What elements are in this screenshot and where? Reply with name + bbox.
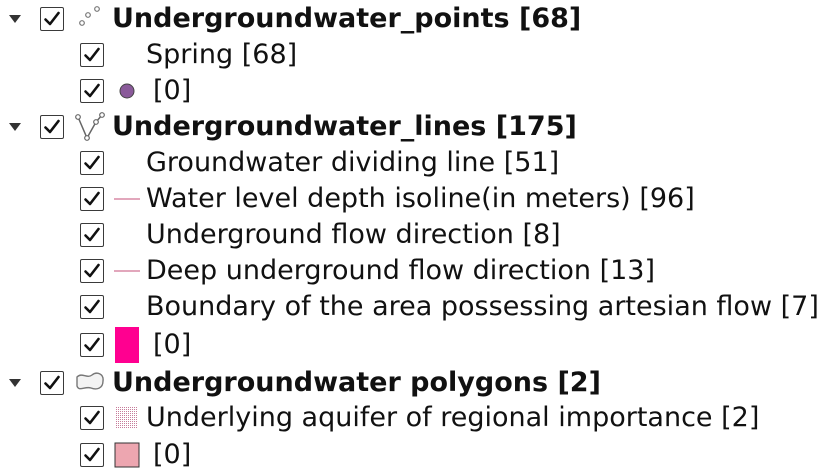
feature-count: [8] [522,219,561,250]
point-layer-icon [74,3,106,35]
legend-item-checkbox[interactable] [80,43,104,67]
legend-item-row[interactable] [0,289,828,325]
pink-fill-symbol [114,437,140,473]
legend-item-label [153,437,191,473]
legend-item-text: Underground flow direction [146,219,514,250]
layer-group-name [112,1,581,37]
empty-symbol [114,289,140,325]
legend-item-text: Deep underground flow direction [146,255,591,286]
checkmark-icon [83,46,101,64]
empty-symbol [114,145,140,181]
legend-item-label [146,37,297,73]
legend-item-checkbox[interactable] [80,295,104,319]
legend-item-row[interactable] [0,73,828,109]
legend-item-text: Groundwater dividing line [146,147,496,178]
feature-count: [13] [599,255,655,286]
layer-group-name [112,365,601,401]
collapse-arrow-icon[interactable] [9,15,21,23]
pink-line-symbol [114,181,140,217]
legend-item-row[interactable] [0,181,828,217]
legend-item-row[interactable] [0,327,828,363]
group-visibility-checkbox[interactable] [40,371,64,395]
magenta-square-symbol [114,327,140,363]
collapse-arrow-icon[interactable] [9,123,21,131]
collapse-arrow-icon[interactable] [9,379,21,387]
legend-item-row[interactable] [0,400,828,436]
checkmark-icon [83,154,101,172]
group-visibility-checkbox[interactable] [40,7,64,31]
dotted-pink-fill-symbol [114,400,140,436]
checkmark-icon [83,446,101,464]
feature-count: [51] [503,147,560,178]
checkmark-icon [43,10,61,28]
checkmark-icon [83,226,101,244]
layer-name-text: Undergroundwater_points [112,3,510,34]
checkmark-icon [83,298,101,316]
checkmark-icon [43,374,61,392]
purple-dot-symbol [114,73,140,109]
legend-item-label [146,289,819,325]
feature-count: [175] [495,111,577,142]
feature-count: [0] [153,329,192,360]
legend-item-label [146,253,655,289]
legend-item-row[interactable] [0,217,828,253]
layer-group-row[interactable] [0,365,828,401]
checkmark-icon [83,409,101,427]
legend-item-label [153,73,191,109]
feature-count: [68] [519,3,582,34]
legend-item-label [146,400,759,436]
line-layer-icon [74,111,106,143]
legend-item-row[interactable] [0,437,828,473]
checkmark-icon [83,336,101,354]
layer-group-row[interactable] [0,1,828,37]
checkmark-icon [43,118,61,136]
legend-item-checkbox[interactable] [80,443,104,467]
feature-count: [0] [153,439,192,470]
legend-item-text: Water level depth isoline(in meters) [146,183,631,214]
feature-count: [7] [780,291,819,322]
legend-item-text: Boundary of the area possessing artesian flow [146,291,773,322]
checkmark-icon [83,82,101,100]
checkmark-icon [83,190,101,208]
legend-item-label [146,181,695,217]
layer-group-row[interactable] [0,109,828,145]
feature-count: [2] [557,367,601,398]
layer-name-text: Undergroundwater_lines [112,111,487,142]
group-visibility-checkbox[interactable] [40,115,64,139]
legend-item-checkbox[interactable] [80,187,104,211]
legend-item-row[interactable] [0,253,828,289]
legend-item-label [153,327,191,363]
feature-count: [0] [153,75,192,106]
legend-item-checkbox[interactable] [80,406,104,430]
empty-symbol [114,37,140,73]
legend-item-checkbox[interactable] [80,79,104,103]
layer-name-text: Undergroundwater polygons [112,367,549,398]
legend-item-checkbox[interactable] [80,151,104,175]
feature-count: [96] [639,183,695,214]
legend-item-row[interactable] [0,145,828,181]
legend-item-text: Underlying aquifer of regional importance [146,402,713,433]
feature-count: [68] [241,39,298,70]
feature-count: [2] [721,402,760,433]
polygon-layer-icon [74,367,106,399]
legend-item-label [146,145,559,181]
pink-line-symbol [114,253,140,289]
legend-item-row[interactable] [0,37,828,73]
layer-group-name [112,109,577,145]
legend-item-checkbox[interactable] [80,259,104,283]
empty-symbol [114,217,140,253]
legend-item-text: Spring [146,39,234,70]
legend-item-label [146,217,561,253]
checkmark-icon [83,262,101,280]
legend-item-checkbox[interactable] [80,333,104,357]
legend-item-checkbox[interactable] [80,223,104,247]
